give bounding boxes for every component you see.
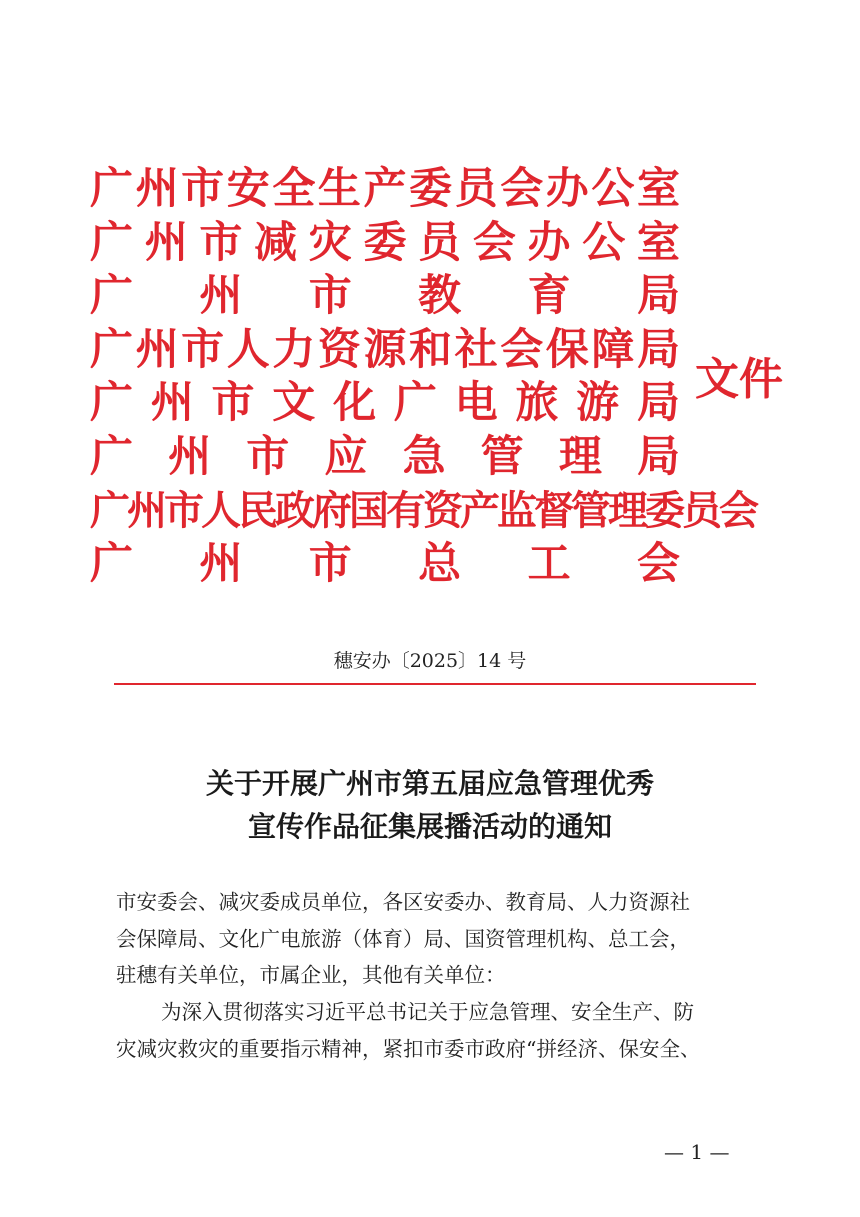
issuer-char: 化 [333, 378, 377, 428]
issuer-char: 局 [636, 378, 680, 428]
issuer-char: 广 [90, 217, 133, 268]
document-header [90, 163, 790, 589]
issuer-line [90, 163, 680, 217]
issuer-char: 游 [576, 378, 620, 428]
issuer-char: 理 [558, 431, 602, 482]
body-paragraph-line: 灾减灾救灾的重要指示精神，紧扣市委市政府“拼经济、保安全、 [116, 1036, 701, 1061]
red-divider [114, 683, 756, 685]
issuer-char: 会 [636, 538, 680, 589]
document-title [0, 762, 860, 848]
title-line: 关于开展广州市第五届应急管理优秀 [205, 767, 654, 800]
issuer-char: 办 [545, 164, 589, 214]
issuer-char: 公 [591, 164, 635, 214]
issuer-char: 安 [226, 164, 270, 214]
issuer-char: 生 [317, 164, 361, 214]
issuer-char: 市 [308, 271, 352, 321]
issuer-char: 局 [636, 271, 680, 321]
issuer-char: 市 [181, 164, 225, 214]
issuer-char: 障 [591, 324, 635, 375]
issuer-char: 广 [90, 538, 133, 589]
page-number: — 1 — [664, 1140, 730, 1164]
issuer-char: 工 [527, 538, 571, 589]
issuer-char: 源 [363, 324, 407, 375]
issuer-char: 电 [454, 378, 498, 428]
issuer-char: 保 [545, 324, 589, 375]
issuer-char: 市 [211, 378, 255, 428]
issuer-char: 会 [500, 324, 544, 375]
issuer-line: 广州市人民政府国有资产监督管理委员会 [90, 487, 756, 534]
issuer-line [90, 538, 680, 592]
issuer-char: 广 [90, 431, 133, 482]
issuer-char: 员 [418, 217, 462, 268]
issuer-char: 文 [272, 378, 316, 428]
issuer-char: 州 [135, 164, 179, 214]
issuer-char: 州 [199, 271, 243, 321]
issuer-line [90, 324, 680, 378]
issuer-char: 会 [472, 217, 516, 268]
issuer-char: 州 [199, 538, 243, 589]
title-line: 宣传作品征集展播活动的通知 [247, 810, 612, 843]
issuer-char: 公 [582, 217, 626, 268]
issuer-char: 管 [480, 431, 524, 482]
document-type-label: 文件 [695, 354, 783, 405]
issuer-line [90, 377, 680, 431]
body-paragraph-line: 为深入贯彻落实习近平总书记关于应急管理、安全生产、防 [161, 1000, 694, 1025]
issuer-char: 州 [135, 324, 179, 375]
issuer-char: 室 [636, 164, 680, 214]
issuer-char: 应 [324, 431, 368, 482]
issuer-char: 委 [363, 217, 407, 268]
issuer-char: 市 [181, 324, 225, 375]
issuer-char: 灾 [308, 217, 352, 268]
issuer-char: 教 [418, 271, 462, 321]
issuer-char: 会 [500, 164, 544, 214]
issuer-char: 局 [636, 431, 680, 482]
issuer-char: 减 [254, 217, 298, 268]
issuer-line [90, 270, 680, 324]
document-number: 穗安办〔2025〕14 号 [333, 650, 527, 672]
issuer-char: 广 [90, 378, 133, 428]
issuer-char: 州 [150, 378, 194, 428]
issuer-char: 广 [90, 164, 133, 214]
issuer-char: 广 [393, 378, 437, 428]
issuer-char: 市 [246, 431, 290, 482]
issuer-char: 产 [363, 164, 407, 214]
issuer-char: 旅 [515, 378, 559, 428]
issuer-line [90, 217, 680, 271]
issuer-char: 全 [272, 164, 316, 214]
issuer-char: 员 [454, 164, 498, 214]
issuer-char: 市 [199, 217, 243, 268]
issuer-char: 州 [144, 217, 188, 268]
issuer-char: 育 [527, 271, 571, 321]
issuer-char: 总 [418, 538, 462, 589]
issuer-char: 室 [636, 217, 680, 268]
issuer-char: 力 [272, 324, 316, 375]
issuer-char: 广 [90, 271, 133, 321]
issuer-char: 办 [527, 217, 571, 268]
document-body [116, 884, 754, 1068]
issuer-char: 人 [226, 324, 270, 375]
issuer-char: 急 [402, 431, 446, 482]
issuer-char: 广 [90, 324, 133, 375]
issuer-char: 委 [409, 164, 453, 214]
addressee-line: 市安委会、减灾委成员单位，各区安委办、教育局、人力资源社 [116, 890, 690, 914]
addressee-line: 驻穗有关单位，市属企业，其他有关单位： [116, 963, 506, 988]
issuer-char: 局 [636, 324, 680, 375]
issuer-char: 社 [454, 324, 498, 375]
issuer-line [90, 431, 680, 485]
issuer-char: 州 [168, 431, 212, 482]
issuer-char: 市 [308, 538, 352, 589]
addressee-line: 会保障局、文化广电旅游（体育）局、国资管理机构、总工会， [116, 926, 690, 951]
issuer-char: 资 [317, 324, 361, 375]
issuer-char: 和 [409, 324, 453, 375]
